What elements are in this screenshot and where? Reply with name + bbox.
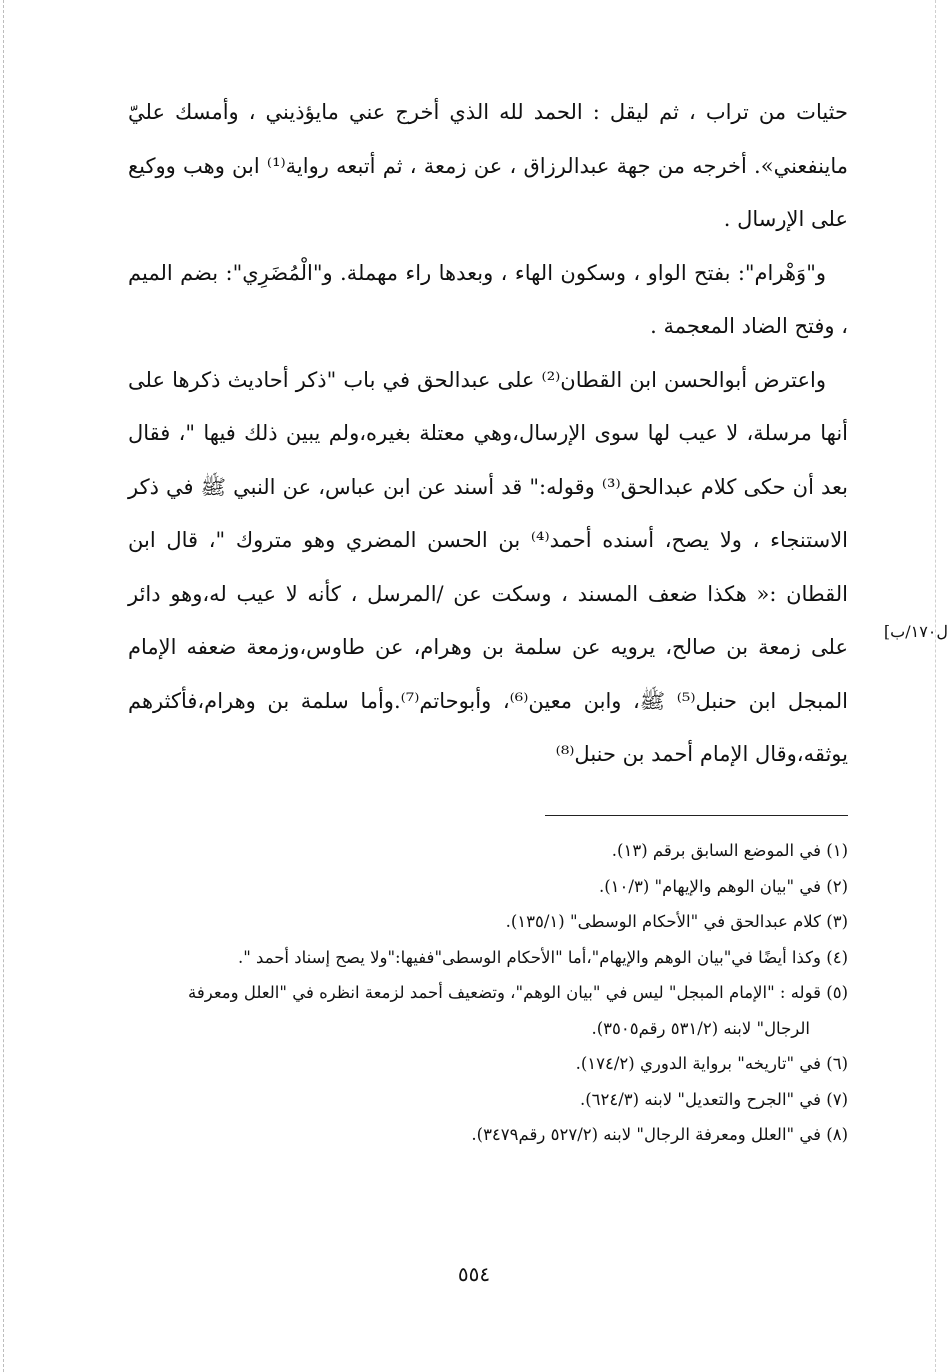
paragraph-3: واعترض أبوالحسن ابن القطان⁽²⁾ على عبدالحق في باب "ذكر أحاديث ذكرها على أنها مرسلة، لا عيب لها سوى الإرسال،وهي معتلة بغيره،ولم يبين ذلك فيها "، فقال بعد أن حكى كلام عبدالحق⁽³⁾ وقوله:" قد أسند عن ابن عباس، عن النبي ﷺ في ذكر الاستنجاء ، ولا يصح، أسنده أحمد⁽⁴⁾ بن الحسن المضري وهو متروك "، قال ابن القطان :« هكذا ضعف المسند ، وسكت عن /المرسل ، كأنه لا عيب له،وهو دائر على زمعة بن صالح، يرويه عن سلمة بن وهرام، عن طاوس،وزمعة ضعفه الإمام المبجل ابن حنبل⁽⁵⁾ ﷺ، وابن معين⁽⁶⁾، وأبوحاتم⁽⁷⁾.وأما سلمة بن وهرام،فأكثرهم يوثقه،وقال الإمام أحمد بن حنبل⁽⁸⁾ [128,367,849,766]
footnote-separator [545,815,848,816]
footnote-5: (٥) قوله : "الإمام المبجل" ليس في "بيان الوهم"، وتضعيف أحمد لزمعة انظره في "العلل ومعرفة [188,983,848,1002]
page-number: ٥٥٤ [457,1262,491,1286]
paragraph-1: حثيات من تراب ، ثم ليقل : الحمد لله الذي أخرج عني مايؤذيني ، وأمسك عليّ ماينفعني». أخرجه من جهة عبدالرزاق ، عن زمعة ، ثم أتبعه رواية⁽¹⁾ ابن وهب ووكيع على الإرسال . [128,100,849,231]
footnote-7: (٧) في "الجرح والتعديل" لابنه (٦٢٤/٣). [579,1089,848,1109]
scan-left-edge [3,0,4,1372]
main-text [128,86,848,782]
footnote-6: (٦) في "تاريخه" برواية الدوري (١٧٤/٢). [575,1054,848,1073]
footnotes [128,833,848,1153]
footnote-2: (٢) في "بيان الوهم والإيهام" (١٠/٣). [598,876,848,896]
footnote-1: (١) في الموضع السابق برقم (١٣). [611,841,848,860]
footnote-8: (٨) في "العلل ومعرفة الرجال" لابنه (٥٢٧/٢ رقم٣٤٧٩). [471,1125,848,1144]
footnote-5-continued: الرجال" لابنه (٥٣١/٢ رقم٣٥٠٥). [591,1018,810,1038]
footnote-3: (٣) كلام عبدالحق في "الأحكام الوسطى" (١٣٥/١). [505,912,848,931]
paragraph-2: و"وَهْرام": بفتح الواو ، وسكون الهاء ، وبعدها راء مهملة. و"الْمُضَرِي": بضم الميم ، وفتح الضاد المعجمة . [128,260,848,338]
manuscript-folio-marker: ل١٧٠/ب] [883,622,948,641]
footnote-4: (٤) وكذا أيضًا في"بيان الوهم والإيهام"،أما "الأحكام الوسطى"ففيها:"ولا يصح إسناد أحمد ". [237,947,848,967]
scan-right-edge [935,0,936,1372]
